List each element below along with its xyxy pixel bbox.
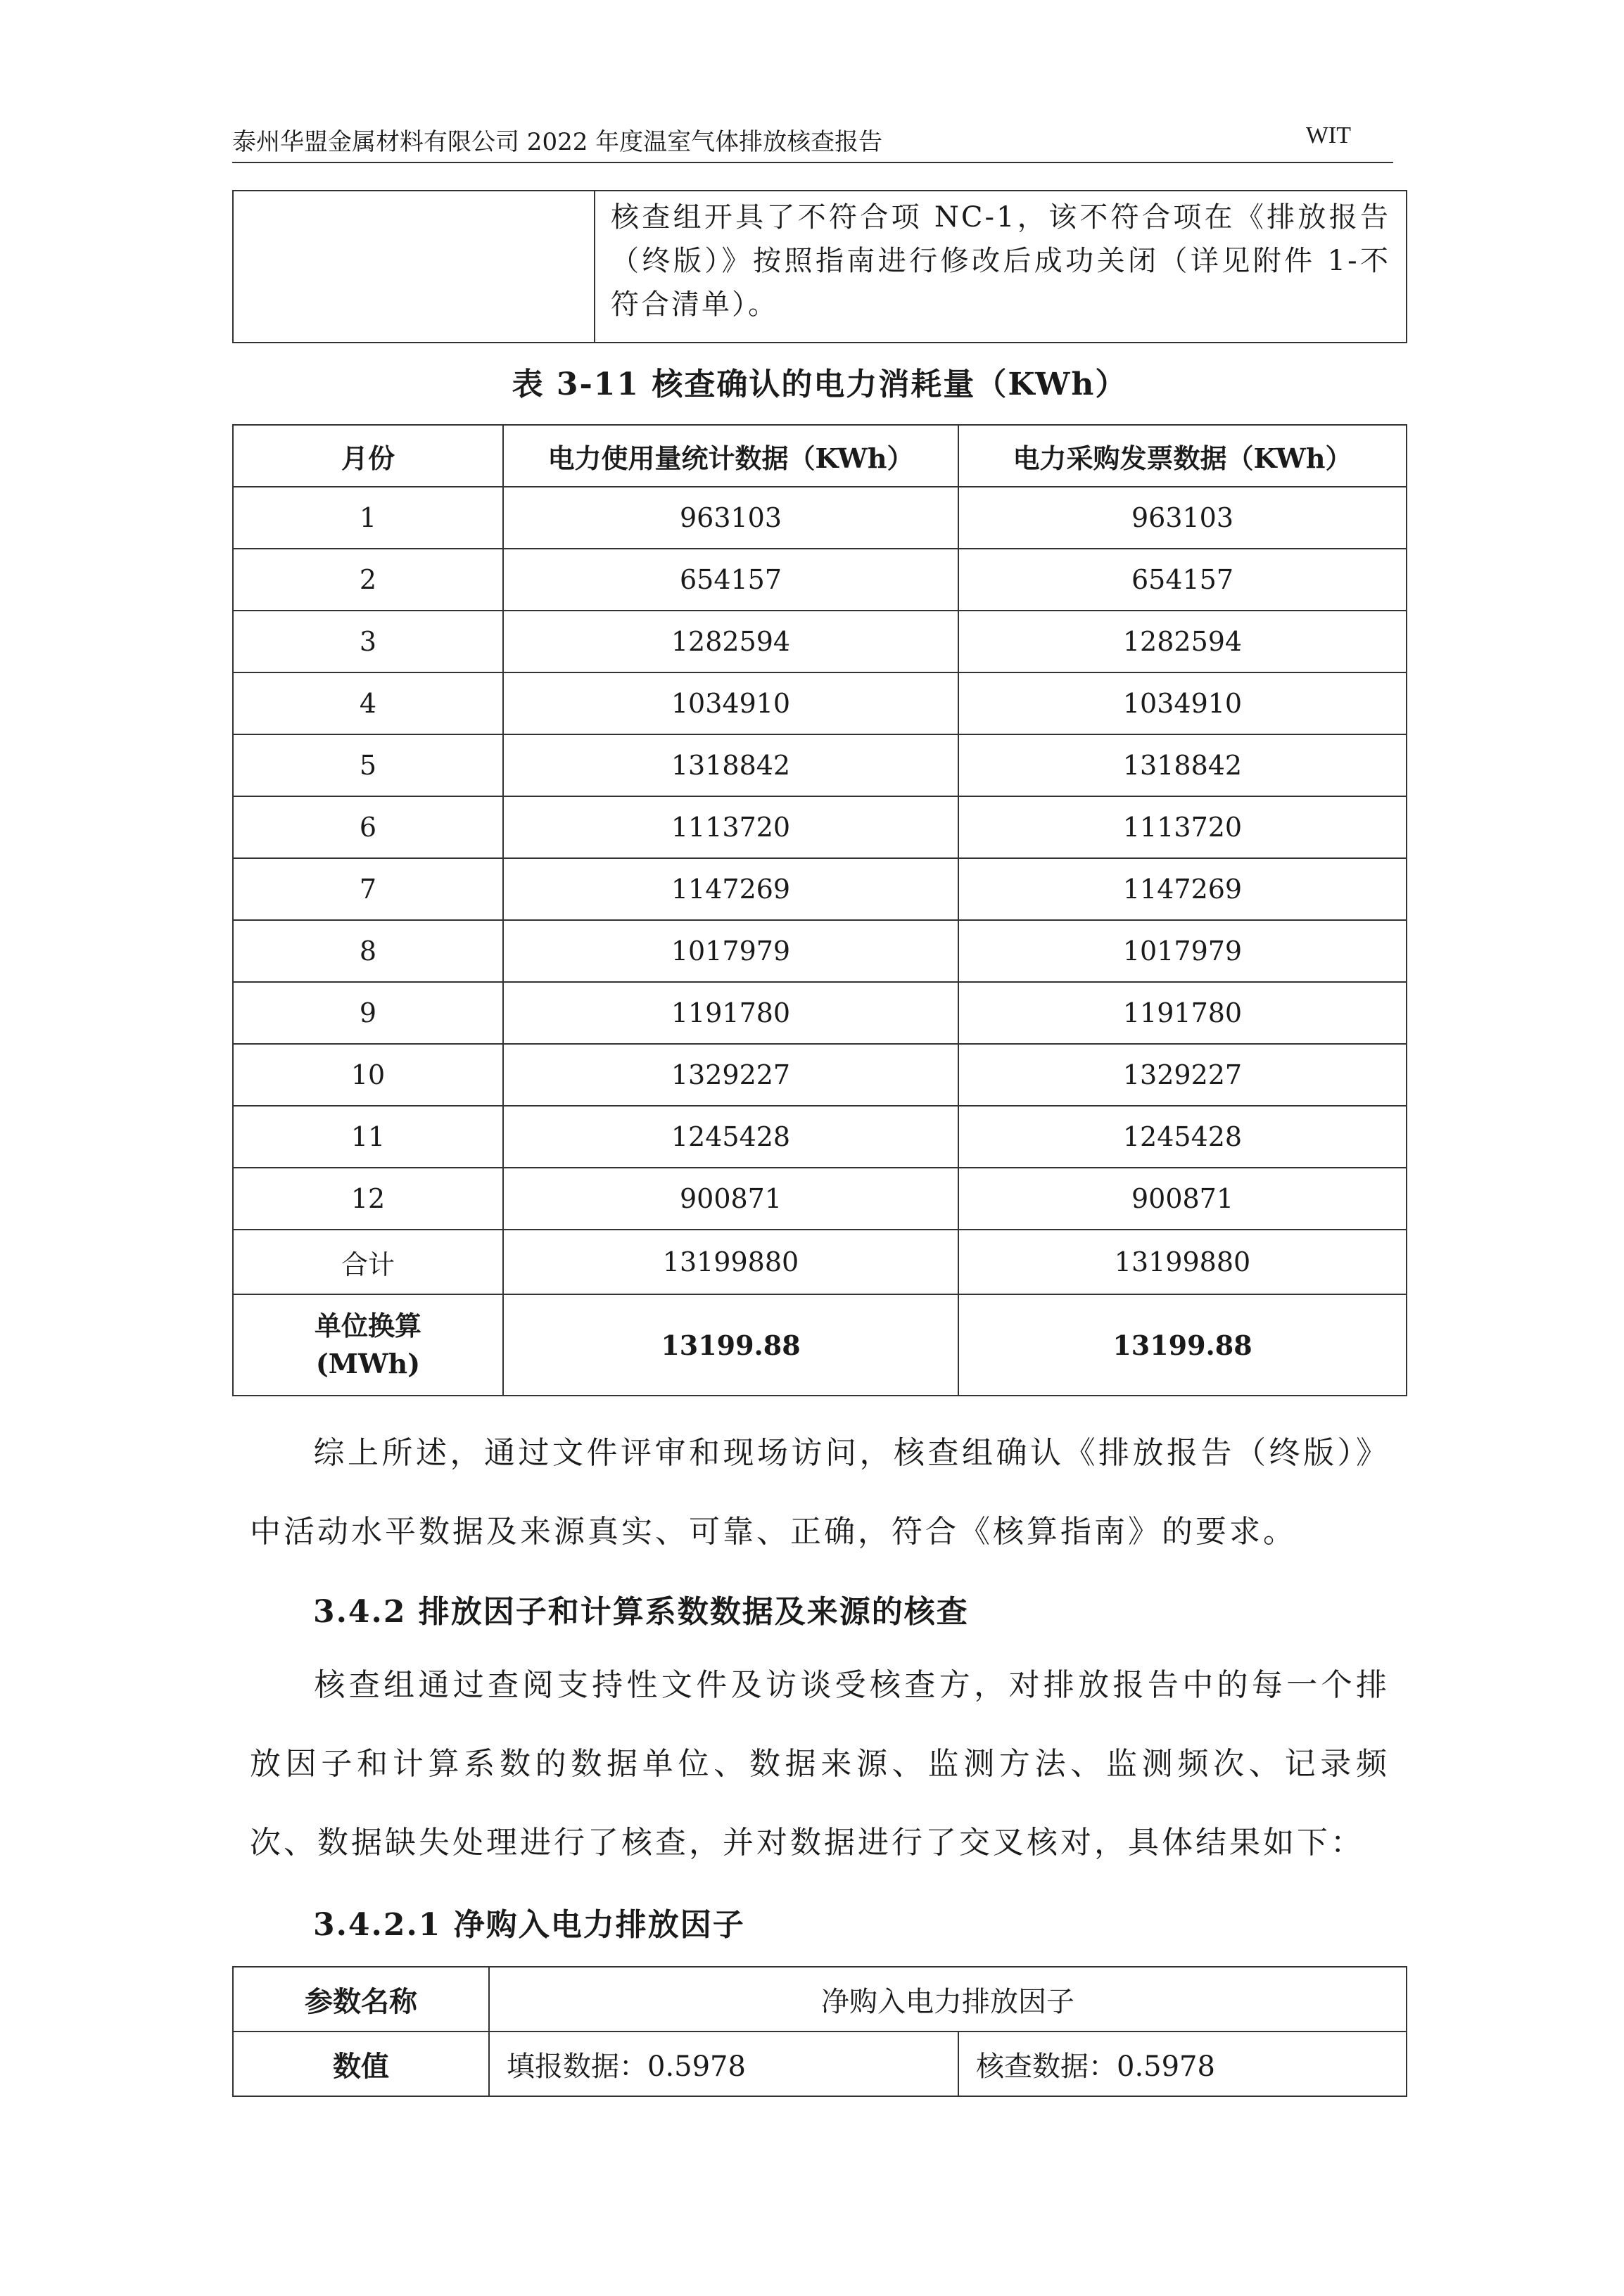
cell-month: 8 bbox=[233, 920, 503, 982]
cell-stat: 900871 bbox=[503, 1168, 958, 1230]
param-name-label: 参数名称 bbox=[233, 1967, 489, 2032]
cell-stat: 1318842 bbox=[503, 734, 958, 796]
total-label: 合计 bbox=[233, 1230, 503, 1294]
cell-month: 4 bbox=[233, 672, 503, 734]
cell-stat: 1147269 bbox=[503, 858, 958, 920]
header-month: 月份 bbox=[233, 425, 503, 487]
total-stat: 13199880 bbox=[503, 1230, 958, 1294]
nc-empty-cell bbox=[233, 191, 595, 343]
cell-stat: 1113720 bbox=[503, 796, 958, 858]
unit-label-line2: (MWh) bbox=[315, 1348, 421, 1379]
cell-invoice: 1147269 bbox=[958, 858, 1407, 920]
table-row bbox=[233, 734, 1407, 796]
summary-paragraph bbox=[250, 1414, 1390, 1571]
table-row bbox=[233, 549, 1407, 611]
cell-month: 2 bbox=[233, 549, 503, 611]
cell-stat: 1191780 bbox=[503, 982, 958, 1044]
unit-conversion-row bbox=[233, 1294, 1407, 1396]
unit-invoice: 13199.88 bbox=[958, 1294, 1407, 1396]
verified-value: 核查数据：0.5978 bbox=[958, 2032, 1407, 2096]
param-name-value: 净购入电力排放因子 bbox=[489, 1967, 1407, 2032]
electricity-table bbox=[232, 424, 1407, 1396]
section-text: 核查组通过查阅支持性文件及访谈受核查方，对排放报告中的每一个排放因子和计算系数的数据单位、数据来源、监测方法、监测频次、记录频次、数据缺失处理进行了核查，并对数据进行了交叉核对，具体结果如下： bbox=[250, 1667, 1390, 1861]
cell-month: 11 bbox=[233, 1106, 503, 1168]
section-paragraph bbox=[250, 1646, 1390, 1882]
section-heading-3-4-2: 3.4.2 排放因子和计算系数数据及来源的核查 bbox=[313, 1594, 969, 1630]
cell-invoice: 654157 bbox=[958, 549, 1407, 611]
cell-stat: 1017979 bbox=[503, 920, 958, 982]
section-heading-3-4-2-1: 3.4.2.1 净购入电力排放因子 bbox=[313, 1907, 745, 1943]
table-row bbox=[233, 1044, 1407, 1106]
header-stat: 电力使用量统计数据（KWh） bbox=[503, 425, 958, 487]
total-invoice: 13199880 bbox=[958, 1230, 1407, 1294]
parameter-table bbox=[232, 1966, 1407, 2097]
cell-month: 7 bbox=[233, 858, 503, 920]
table-row bbox=[233, 611, 1407, 672]
cell-invoice: 1282594 bbox=[958, 611, 1407, 672]
table-row bbox=[233, 920, 1407, 982]
table-caption: 表 3-11 核查确认的电力消耗量（KWh） bbox=[512, 366, 1128, 402]
header-invoice: 电力采购发票数据（KWh） bbox=[958, 425, 1407, 487]
unit-conversion-label bbox=[233, 1294, 503, 1396]
table-row bbox=[233, 1967, 1407, 2032]
cell-month: 10 bbox=[233, 1044, 503, 1106]
cell-invoice: 1113720 bbox=[958, 796, 1407, 858]
cell-stat: 1282594 bbox=[503, 611, 958, 672]
cell-month: 9 bbox=[233, 982, 503, 1044]
cell-invoice: 1191780 bbox=[958, 982, 1407, 1044]
nc-note: 核查组开具了不符合项 NC-1，该不符合项在《排放报告（终版）》按照指南进行修改后成功关闭（详见附件 1-不符合清单）。 bbox=[595, 191, 1407, 343]
table-row bbox=[233, 796, 1407, 858]
cell-invoice: 1017979 bbox=[958, 920, 1407, 982]
table-row bbox=[233, 191, 1407, 343]
table-row bbox=[233, 672, 1407, 734]
unit-stat: 13199.88 bbox=[503, 1294, 958, 1396]
cell-stat: 963103 bbox=[503, 487, 958, 549]
cell-invoice: 963103 bbox=[958, 487, 1407, 549]
report-code: WIT bbox=[1305, 122, 1351, 148]
cell-month: 12 bbox=[233, 1168, 503, 1230]
table-row bbox=[233, 487, 1407, 549]
nonconformity-table bbox=[232, 190, 1407, 343]
value-label: 数值 bbox=[233, 2032, 489, 2096]
cell-invoice: 900871 bbox=[958, 1168, 1407, 1230]
cell-invoice: 1318842 bbox=[958, 734, 1407, 796]
table-row bbox=[233, 858, 1407, 920]
cell-month: 3 bbox=[233, 611, 503, 672]
table-row bbox=[233, 1168, 1407, 1230]
cell-invoice: 1245428 bbox=[958, 1106, 1407, 1168]
cell-stat: 1245428 bbox=[503, 1106, 958, 1168]
total-row bbox=[233, 1230, 1407, 1294]
table-row bbox=[233, 982, 1407, 1044]
cell-month: 1 bbox=[233, 487, 503, 549]
cell-month: 6 bbox=[233, 796, 503, 858]
cell-stat: 654157 bbox=[503, 549, 958, 611]
unit-label-line1: 单位换算 bbox=[314, 1310, 421, 1341]
page-header bbox=[232, 120, 1393, 163]
table-row bbox=[233, 1106, 1407, 1168]
table-header-row bbox=[233, 425, 1407, 487]
cell-stat: 1034910 bbox=[503, 672, 958, 734]
reported-value: 填报数据：0.5978 bbox=[489, 2032, 958, 2096]
report-title: 泰州华盟金属材料有限公司 2022 年度温室气体排放核查报告 bbox=[232, 128, 883, 156]
table-row bbox=[233, 2032, 1407, 2096]
cell-stat: 1329227 bbox=[503, 1044, 958, 1106]
cell-month: 5 bbox=[233, 734, 503, 796]
cell-invoice: 1329227 bbox=[958, 1044, 1407, 1106]
cell-invoice: 1034910 bbox=[958, 672, 1407, 734]
summary-text: 综上所述，通过文件评审和现场访问，核查组确认《排放报告（终版）》中活动水平数据及来源真实、可靠、正确，符合《核算指南》的要求。 bbox=[250, 1435, 1390, 1550]
